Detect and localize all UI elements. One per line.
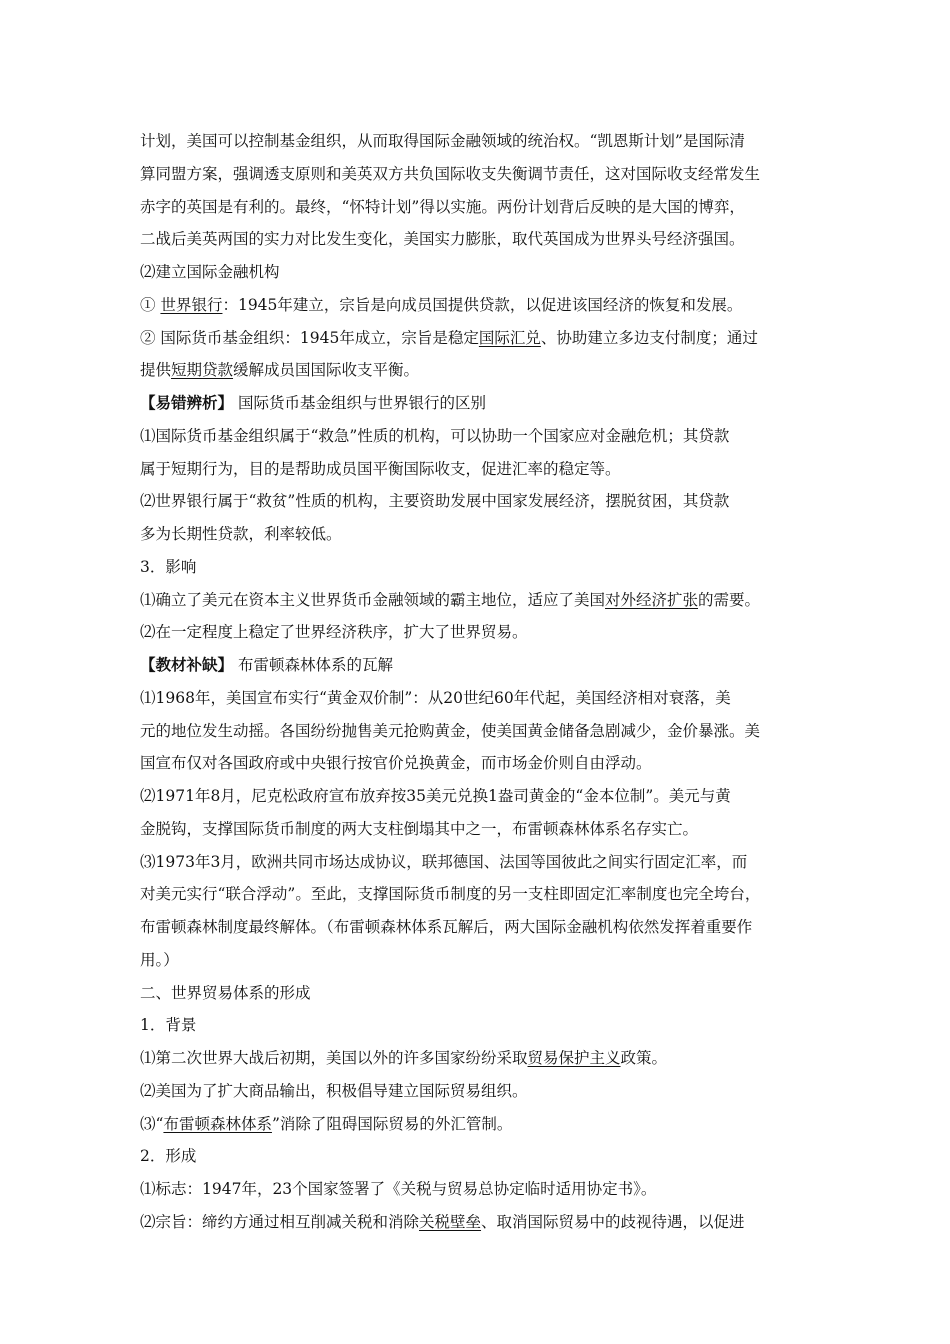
text-line [140,1048,667,1068]
text-segment: 二、世界贸易体系的形成 [140,983,311,1002]
text-segment: ② 国际货币基金组织：1945年成立，宗旨是稳定 [140,328,479,347]
text-segment: 布雷顿森林制度最终解体。（布雷顿森林体系瓦解后，两大国际金融机构依然发挥着重要作 [140,918,753,936]
text-line [140,786,731,806]
text-segment: ⑵建立国际金融机构 [140,263,280,281]
text-segment: ：1945年建立，宗旨是向成员国提供贷款，以促进该国经济的恢复和发展。 [222,295,743,314]
underlined-term: 贸易保护主义 [527,1049,621,1067]
text-line [140,655,393,675]
text-segment: ⑵1971年8月，尼克松政府宣布放弃按35美元兑换1盎司黄金的“金本位制”。美元与黄 [140,787,731,805]
text-line [140,393,486,413]
underlined-term: 短期贷款 [171,361,234,380]
text-line [140,852,747,872]
text-line [140,491,729,511]
underlined-term: 关税壁垒 [419,1212,482,1231]
text-segment: 金脱钩，支撑国际货币制度的两大支柱倒塌其中之一，布雷顿森林体系名存实亡。 [140,819,699,838]
text-segment: 政策。 [620,1049,668,1067]
text-segment: 用。） [140,950,179,969]
text-segment: 计划，美国可以控制基金组织，从而取得国际金融领域的统治权。“凯恩斯计划”是国际清 [140,132,745,150]
text-segment: 3．影响 [140,557,197,576]
text-segment: 、取消国际贸易中的歧视待遇，以促进 [481,1212,745,1231]
text-line [140,262,280,282]
text-line [140,164,760,184]
text-segment: 2．形成 [140,1147,197,1166]
text-segment: 布雷顿森林体系的瓦解 [233,656,393,674]
text-segment: ⑴国际货币基金组织属于“救急”性质的机构，可以协助一个国家应对金融危机；其贷款 [140,426,730,445]
text-line [140,229,745,249]
text-line [140,1179,656,1199]
text-line [140,131,745,151]
text-line [140,360,419,380]
text-segment: 提供 [140,361,172,380]
bold-label: 【教材补缺】 [140,655,234,674]
bold-label: 【易错辨析】 [140,393,234,412]
text-segment: 国际货币基金组织与世界银行的区别 [233,394,486,412]
text-line [140,753,652,773]
underlined-term: 国际汇兑 [478,328,541,347]
underlined-term: 布雷顿森林体系 [163,1114,272,1133]
text-line [140,459,621,479]
text-line [140,557,196,577]
text-segment: 缓解成员国国际收支平衡。 [233,361,420,380]
text-line [140,884,760,904]
text-segment: ⑶1973年3月，欧洲共同市场达成协议，联邦德国、法国等国彼此之间实行固定汇率，而 [140,852,748,871]
underlined-term: 世界银行 [160,295,223,314]
text-line [140,590,760,610]
text-segment: ⑵世界银行属于“救贫”性质的机构，主要资助发展中国家发展经济，摆脱贫困，其贷款 [140,492,730,511]
text-segment: 的需要。 [698,590,761,609]
text-segment: ⑵在一定程度上稳定了世界经济秩序，扩大了世界贸易。 [140,623,528,642]
text-segment: 国宣布仅对各国政府或中央银行按官价兑换黄金，而市场金价则自由浮动。 [140,754,652,773]
text-line [140,983,311,1003]
text-segment: ⑶“ [140,1114,164,1133]
text-line [140,1212,745,1232]
text-segment: ⑵宗旨：缔约方通过相互削减关税和消除 [140,1212,420,1231]
text-segment: ”消除了阻碍国际贸易的外汇管制。 [271,1114,513,1133]
text-segment: ⑴确立了美元在资本主义世界货币金融领域的霸主地位，适应了美国 [140,590,606,609]
text-line [140,622,528,642]
text-segment: 元的地位发生动摇。各国纷纷抛售美元抢购黄金，使美国黄金储备急剧减少，金价暴涨。美 [140,721,761,740]
text-line [140,1114,512,1134]
text-line [140,426,729,446]
text-line [140,524,342,544]
text-line [140,295,742,315]
underlined-term: 对外经济扩张 [605,590,699,609]
text-segment: 多为长期性贷款，利率较低。 [140,525,342,543]
text-segment: 二战后美英两国的实力对比发生变化，美国实力膨胀，取代英国成为世界头号经济强国。 [140,230,745,249]
text-segment: 赤字的英国是有利的。最终，“怀特计划”得以实施。两份计划背后反映的是大国的博弈， [140,197,745,216]
text-segment: 、协助建立多边支付制度；通过 [540,328,758,347]
text-line [140,197,745,217]
text-segment: ⑵美国为了扩大商品输出，积极倡导建立国际贸易组织。 [140,1081,528,1100]
text-line [140,1146,196,1166]
text-segment: 属于短期行为，目的是帮助成员国平衡国际收支，促进汇率的稳定等。 [140,459,621,478]
text-line [140,1015,196,1035]
text-line [140,688,731,708]
text-segment: 1．背景 [140,1016,197,1035]
text-segment: ⑴标志：1947年，23个国家签署了《关税与贸易总协定临时适用协定书》。 [140,1180,657,1198]
text-line [140,328,758,348]
text-line [140,917,752,937]
text-segment: ⑴1968年，美国宣布实行“黄金双价制”：从20世纪60年代起，美国经济相对衰落，美 [140,688,731,707]
text-segment: 算同盟方案，强调透支原则和美英双方共负国际收支失衡调节责任，这对国际收支经常发生 [140,164,761,183]
text-segment: 对美元实行“联合浮动”。至此，支撑国际货币制度的另一支柱即固定汇率制度也完全垮台， [140,885,761,904]
text-line [140,1081,528,1101]
text-line [140,950,179,970]
text-segment: ⑴第二次世界大战后初期，美国以外的许多国家纷纷采取 [140,1049,528,1067]
text-line [140,721,760,741]
text-segment: ① [140,295,161,314]
text-line [140,819,698,839]
